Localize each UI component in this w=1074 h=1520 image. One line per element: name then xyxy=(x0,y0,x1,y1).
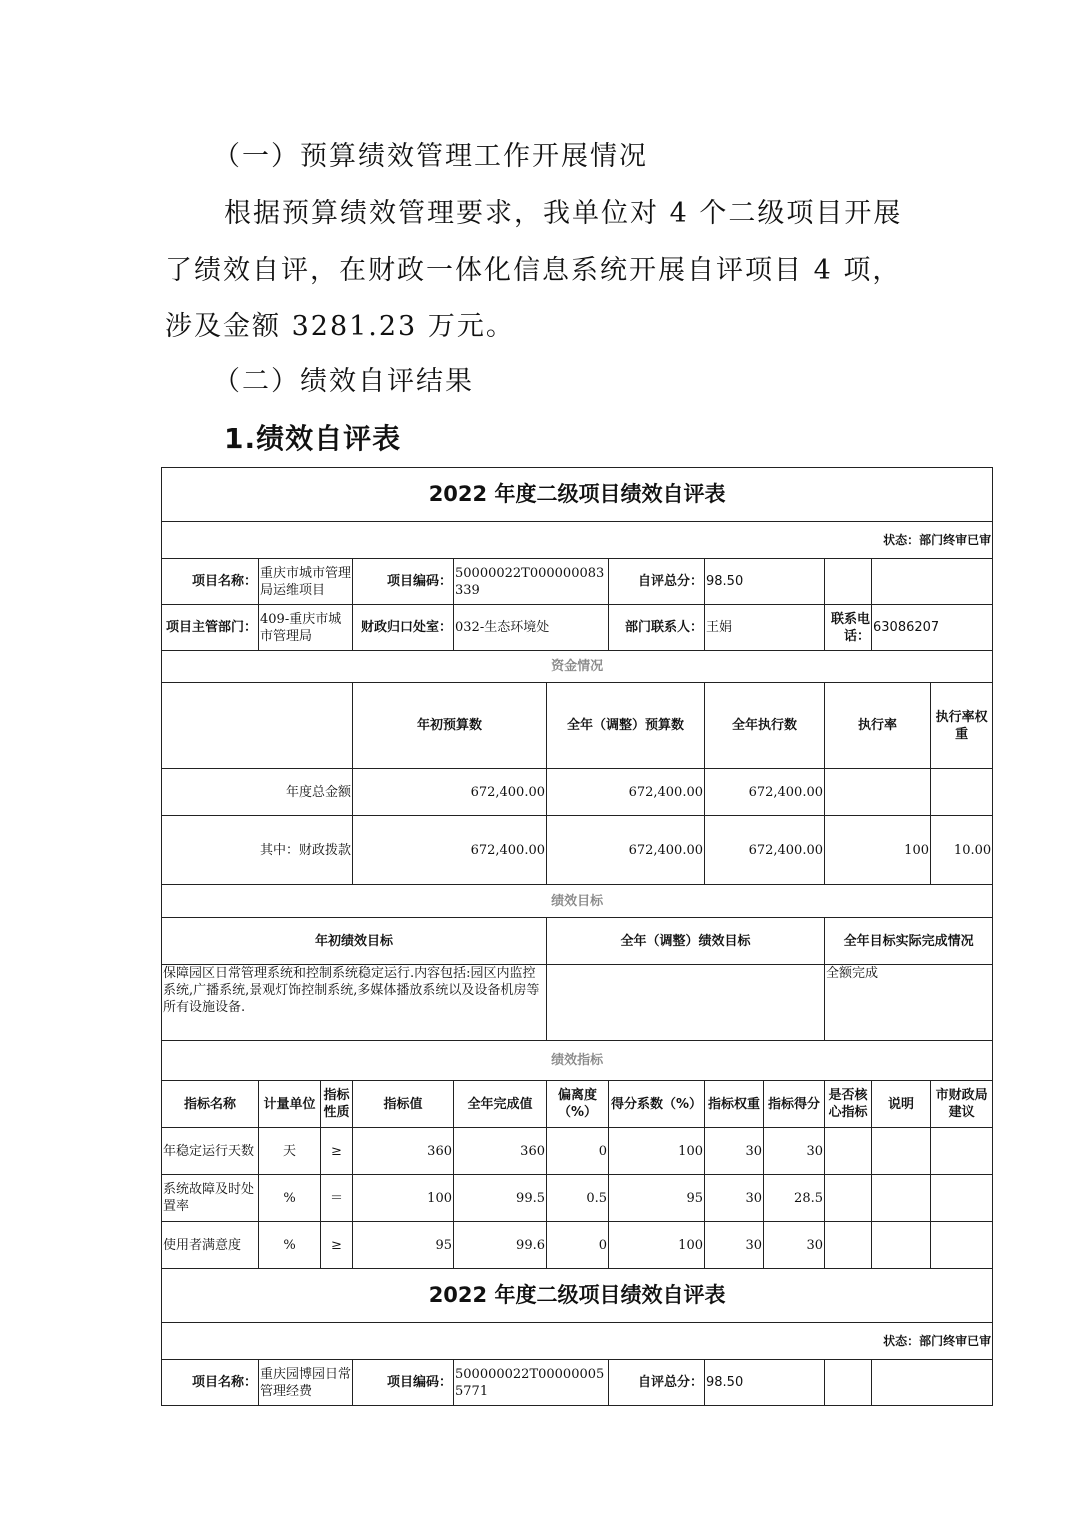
goal-actual-text: 全额完成 xyxy=(825,965,993,1041)
dept-label: 项目主管部门： xyxy=(162,605,259,651)
paragraph-line-3: 涉及金额 3281.23 万元。 xyxy=(165,311,515,342)
indicator-header-actual: 全年完成值 xyxy=(454,1081,547,1128)
section-heading-budget-management: （一）预算绩效管理工作开展情况 xyxy=(213,141,648,172)
project-code-label: 项目编码： xyxy=(353,559,454,605)
indicator-header-score: 指标得分 xyxy=(764,1081,825,1128)
indicator-coef: 95 xyxy=(609,1175,705,1222)
project-code-value-2: 500000022T000000055771 xyxy=(454,1360,609,1406)
indicator-suggestion xyxy=(931,1175,993,1222)
indicator-unit: 天 xyxy=(259,1128,321,1175)
funds-initial-value: 672,400.00 xyxy=(353,769,547,816)
funds-row-label: 年度总金额 xyxy=(162,769,353,816)
indicator-value: 360 xyxy=(353,1128,454,1175)
indicator-nature: ≥ xyxy=(321,1222,353,1269)
table-title-2: 2022 年度二级项目绩效自评表 xyxy=(162,1269,993,1323)
self-score-label: 自评总分： xyxy=(609,559,705,605)
funds-header-executed: 全年执行数 xyxy=(705,683,825,769)
funds-rate-value: 100 xyxy=(825,816,931,885)
indicator-value: 95 xyxy=(353,1222,454,1269)
indicator-name: 系统故障及时处置率 xyxy=(162,1175,259,1222)
goal-initial-text: 保障园区日常管理系统和控制系统稳定运行.内容包括:园区内监控系统,广播系统,景观灯饰控制系统,多媒体播放系统以及设备机房等所有设施设备. xyxy=(162,965,547,1041)
self-score-value-2: 98.50 xyxy=(705,1360,825,1406)
funds-section-header: 资金情况 xyxy=(162,651,993,683)
indicator-weight: 30 xyxy=(705,1175,764,1222)
indicators-section-header: 绩效指标 xyxy=(162,1041,993,1081)
paragraph-line-1: 根据预算绩效管理要求，我单位对 4 个二级项目开展 xyxy=(224,198,903,229)
indicator-nature: ≥ xyxy=(321,1128,353,1175)
funds-adjusted-value: 672,400.00 xyxy=(547,769,705,816)
finance-office-value: 032-生态环境处 xyxy=(454,605,609,651)
phone-value: 63086207 xyxy=(872,605,993,651)
funds-executed-value: 672,400.00 xyxy=(705,769,825,816)
indicator-coef: 100 xyxy=(609,1128,705,1175)
funds-header-weight: 执行率权重 xyxy=(931,683,993,769)
indicator-header-coef: 得分系数（%） xyxy=(609,1081,705,1128)
indicator-header-nature: 指标性质 xyxy=(321,1081,353,1128)
table-title: 2022 年度二级项目绩效自评表 xyxy=(162,468,993,522)
status-label: 状态：部门终审已审 xyxy=(162,522,993,559)
funds-header-adjusted: 全年（调整）预算数 xyxy=(547,683,705,769)
empty-cell xyxy=(162,683,353,769)
indicator-core xyxy=(825,1175,872,1222)
goals-header-actual: 全年目标实际完成情况 xyxy=(825,918,993,965)
empty-cell xyxy=(825,1360,872,1406)
funds-weight-value: 10.00 xyxy=(931,816,993,885)
goals-header-initial: 年初绩效目标 xyxy=(162,918,547,965)
funds-header-initial: 年初预算数 xyxy=(353,683,547,769)
status-label-2: 状态：部门终审已审 xyxy=(162,1323,993,1360)
goals-header-adjusted: 全年（调整）绩效目标 xyxy=(547,918,825,965)
indicator-core xyxy=(825,1222,872,1269)
indicator-coef: 100 xyxy=(609,1222,705,1269)
indicator-unit: % xyxy=(259,1175,321,1222)
project-name-value: 重庆市城市管理局运维项目 xyxy=(259,559,353,605)
indicator-name: 年稳定运行天数 xyxy=(162,1128,259,1175)
indicator-unit: % xyxy=(259,1222,321,1269)
finance-office-label: 财政归口处室： xyxy=(353,605,454,651)
indicator-score: 30 xyxy=(764,1222,825,1269)
table-row xyxy=(162,1128,993,1175)
project-name-value-2: 重庆园博园日常管理经费 xyxy=(259,1360,353,1406)
indicator-header-unit: 计量单位 xyxy=(259,1081,321,1128)
funds-row-label: 其中：财政拨款 xyxy=(162,816,353,885)
indicator-note xyxy=(872,1128,931,1175)
phone-label: 联系电话： xyxy=(825,605,872,651)
indicator-deviation: 0 xyxy=(547,1222,609,1269)
indicator-header-weight: 指标权重 xyxy=(705,1081,764,1128)
indicator-core xyxy=(825,1128,872,1175)
indicator-header-value: 指标值 xyxy=(353,1081,454,1128)
project-code-value: 50000022T000000083339 xyxy=(454,559,609,605)
indicator-header-suggestion: 市财政局建议 xyxy=(931,1081,993,1128)
section-heading-results: （二）绩效自评结果 xyxy=(213,366,474,397)
contact-label: 部门联系人： xyxy=(609,605,705,651)
indicator-actual: 99.5 xyxy=(454,1175,547,1222)
funds-initial-value: 672,400.00 xyxy=(353,816,547,885)
funds-header-rate: 执行率 xyxy=(825,683,931,769)
goal-adjusted-text xyxy=(547,965,825,1041)
indicator-note xyxy=(872,1222,931,1269)
indicator-score: 28.5 xyxy=(764,1175,825,1222)
paragraph-line-2: 了绩效自评，在财政一体化信息系统开展自评项目 4 项， xyxy=(165,255,902,286)
self-evaluation-table xyxy=(161,467,993,1406)
project-name-label-2: 项目名称： xyxy=(162,1360,259,1406)
table-row xyxy=(162,1175,993,1222)
indicator-value: 100 xyxy=(353,1175,454,1222)
indicator-actual: 360 xyxy=(454,1128,547,1175)
dept-value: 409-重庆市城市管理局 xyxy=(259,605,353,651)
contact-value: 王娟 xyxy=(705,605,825,651)
indicator-deviation: 0 xyxy=(547,1128,609,1175)
indicator-header-deviation: 偏离度（%） xyxy=(547,1081,609,1128)
empty-cell xyxy=(825,559,872,605)
project-code-label-2: 项目编码： xyxy=(353,1360,454,1406)
funds-executed-value: 672,400.00 xyxy=(705,816,825,885)
indicator-nature: ＝ xyxy=(321,1175,353,1222)
funds-adjusted-value: 672,400.00 xyxy=(547,816,705,885)
indicator-weight: 30 xyxy=(705,1128,764,1175)
funds-rate-value xyxy=(825,769,931,816)
funds-weight-value xyxy=(931,769,993,816)
self-score-label-2: 自评总分： xyxy=(609,1360,705,1406)
indicator-header-core: 是否核心指标 xyxy=(825,1081,872,1128)
table-row xyxy=(162,1222,993,1269)
indicator-note xyxy=(872,1175,931,1222)
empty-cell xyxy=(872,559,993,605)
indicator-suggestion xyxy=(931,1128,993,1175)
subheading-self-eval-table: 1.绩效自评表 xyxy=(224,422,402,455)
indicator-header-name: 指标名称 xyxy=(162,1081,259,1128)
indicator-suggestion xyxy=(931,1222,993,1269)
indicator-score: 30 xyxy=(764,1128,825,1175)
empty-cell xyxy=(872,1360,993,1406)
project-name-label: 项目名称： xyxy=(162,559,259,605)
self-score-value: 98.50 xyxy=(705,559,825,605)
indicator-header-note: 说明 xyxy=(872,1081,931,1128)
goals-section-header: 绩效目标 xyxy=(162,885,993,918)
indicator-deviation: 0.5 xyxy=(547,1175,609,1222)
indicator-name: 使用者满意度 xyxy=(162,1222,259,1269)
indicator-weight: 30 xyxy=(705,1222,764,1269)
indicator-actual: 99.6 xyxy=(454,1222,547,1269)
